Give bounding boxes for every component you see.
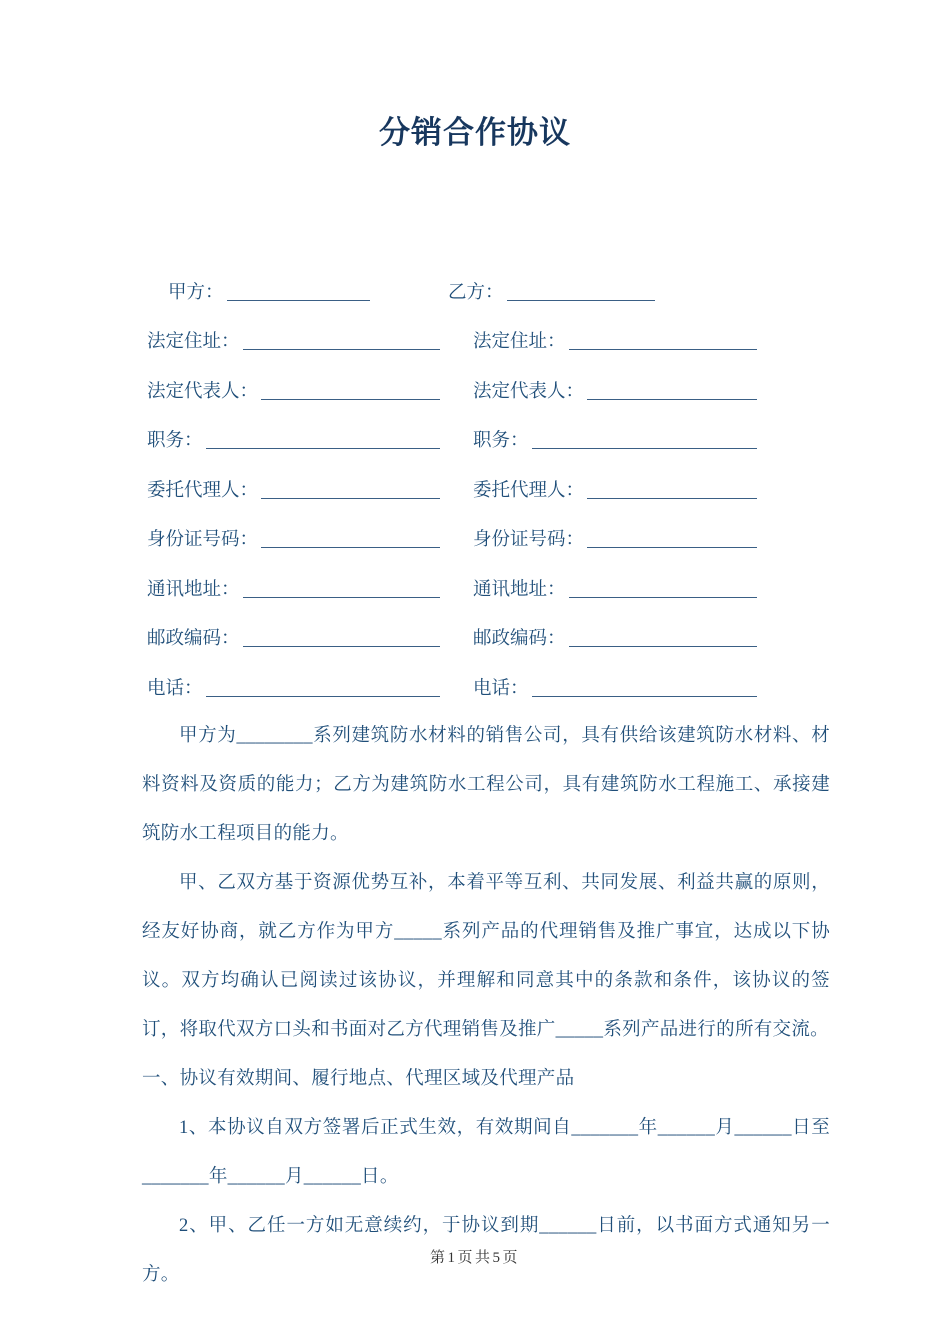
party-b-blank[interactable] (507, 299, 655, 301)
party-b-mailing-label: 通讯地址： (473, 579, 566, 600)
form-row-position (142, 405, 830, 455)
document-title: 分销合作协议 (379, 115, 571, 150)
party-b-postal-field (473, 628, 757, 650)
form-row-party (142, 256, 830, 306)
party-a-id-blank[interactable] (261, 546, 440, 548)
party-a-field (168, 282, 370, 304)
party-b-position-blank[interactable] (532, 447, 757, 449)
clause-2-renewal-notice: 2、甲、乙任一方如无意续约，于协议到期______日前，以书面方式通知另一方。 (142, 1215, 830, 1285)
form-row-id-number (142, 504, 830, 554)
party-b-legal-address-blank[interactable] (569, 348, 757, 350)
party-b-agent-label: 委托代理人： (473, 480, 585, 501)
party-a-phone-label: 电话： (147, 678, 203, 699)
page-number: 第1页共5页 (429, 1250, 520, 1266)
party-b-postal-label: 邮政编码： (473, 629, 566, 649)
party-a-postal-label: 邮政编码： (147, 629, 240, 649)
party-b-mailing-field (473, 579, 757, 601)
page-footer (0, 1246, 950, 1267)
party-a-legal-rep-label: 法定代表人： (147, 381, 259, 402)
form-row-phone (142, 652, 830, 702)
party-a-blank[interactable] (227, 299, 370, 301)
party-a-id-field (147, 529, 440, 551)
party-a-postal-blank[interactable] (243, 645, 440, 647)
party-a-label: 甲方： (168, 282, 224, 303)
party-b-postal-blank[interactable] (569, 645, 757, 647)
form-row-legal-representative (142, 355, 830, 405)
party-b-agent-blank[interactable] (587, 497, 757, 499)
party-b-label: 乙方： (448, 282, 504, 303)
party-a-agent-field (147, 480, 440, 502)
party-b-legal-address-field (473, 331, 757, 353)
party-b-phone-label: 电话： (473, 678, 529, 699)
section-1-heading: 一、协议有效期间、履行地点、代理区域及代理产品 (142, 1068, 575, 1089)
party-a-legal-rep-field (147, 381, 440, 403)
party-a-position-label: 职务： (147, 431, 203, 451)
party-b-id-blank[interactable] (587, 546, 757, 548)
party-a-legal-address-blank[interactable] (243, 348, 440, 350)
party-a-agent-label: 委托代理人： (147, 480, 259, 501)
party-b-id-label: 身份证号码： (473, 530, 585, 550)
party-info-form (0, 256, 950, 702)
party-b-phone-field (473, 678, 757, 700)
party-a-id-label: 身份证号码： (147, 530, 259, 550)
party-a-legal-address-label: 法定住址： (147, 332, 240, 352)
party-b-legal-rep-field (473, 381, 757, 403)
party-b-position-label: 职务： (473, 431, 529, 451)
paragraph-cooperation-basis: 甲、乙双方基于资源优势互补，本着平等互利、共同发展、利益共赢的原则，经友好协商，就乙方作为甲方_____系列产品的代理销售及推广事宜，达成以下协议。双方均确认已阅读过该协议，并理解和同意其中的条款和条件，该协议的签订，将取代双方口头和书面对乙方代理销售及推广_____系列产品进行的所有交流。 (142, 872, 830, 1040)
party-b-legal-rep-blank[interactable] (587, 398, 757, 400)
party-a-mailing-label: 通讯地址： (147, 579, 240, 600)
party-a-agent-blank[interactable] (261, 497, 440, 499)
clause-1-validity-period: 1、本协议自双方签署后正式生效，有效期间自_______年______月______日至_______年______月______日。 (142, 1117, 830, 1187)
party-a-phone-field (147, 678, 440, 700)
form-row-authorized-agent (142, 454, 830, 504)
party-b-mailing-blank[interactable] (569, 596, 757, 598)
party-a-position-blank[interactable] (206, 447, 440, 449)
party-b-legal-rep-label: 法定代表人： (473, 381, 585, 402)
party-a-postal-field (147, 628, 440, 650)
paragraph-party-capability: 甲方为________系列建筑防水材料的销售公司，具有供给该建筑防水材料、材料资料及资质的能力；乙方为建筑防水工程公司，具有建筑防水工程施工、承接建筑防水工程项目的能力。 (142, 725, 830, 844)
party-a-position-field (147, 430, 440, 452)
contract-body (0, 712, 950, 1300)
party-b-id-field (473, 529, 757, 551)
party-b-phone-blank[interactable] (532, 695, 757, 697)
party-a-mailing-field (147, 579, 440, 601)
party-b-field (448, 282, 655, 304)
party-a-legal-rep-blank[interactable] (261, 398, 440, 400)
party-a-mailing-blank[interactable] (243, 596, 440, 598)
form-row-mailing-address (142, 553, 830, 603)
party-b-position-field (473, 430, 757, 452)
form-row-postal-code (142, 603, 830, 653)
party-b-legal-address-label: 法定住址： (473, 332, 566, 352)
party-b-agent-field (473, 480, 757, 502)
party-a-phone-blank[interactable] (206, 695, 440, 697)
party-a-legal-address-field (147, 331, 440, 353)
form-row-legal-address (142, 306, 830, 356)
